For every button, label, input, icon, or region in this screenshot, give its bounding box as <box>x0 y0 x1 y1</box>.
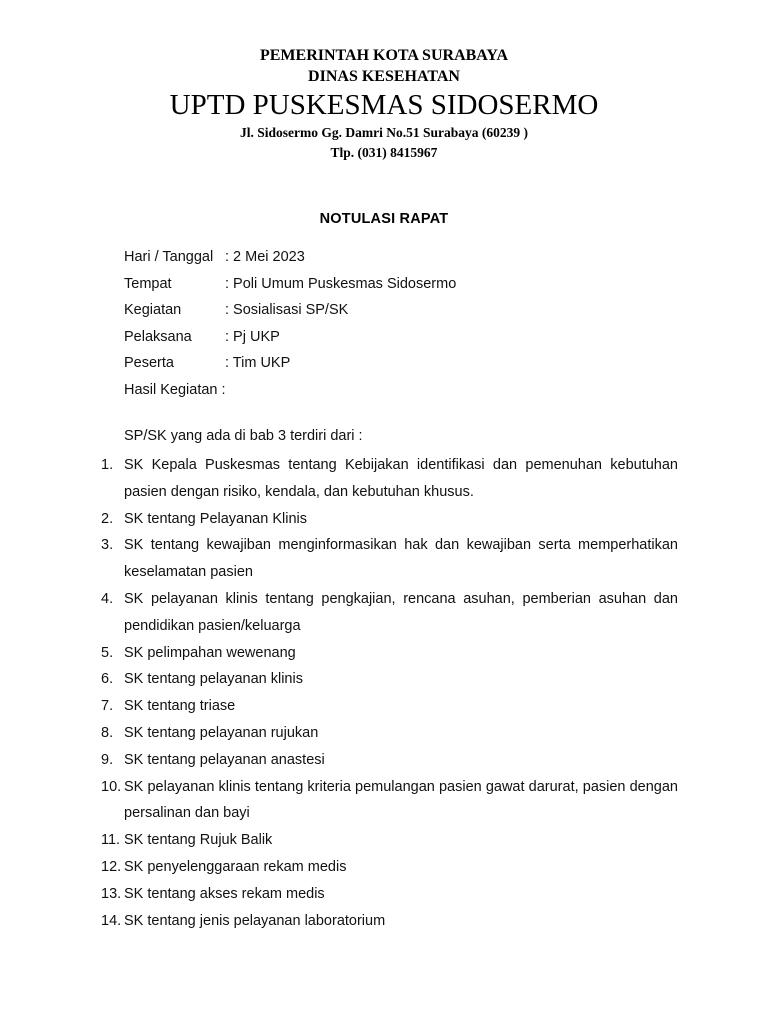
item-text: SK tentang pelayanan klinis <box>124 671 303 688</box>
letterhead-address: Jl. Sidosermo Gg. Damri No.51 Surabaya (60239 ) <box>240 125 528 140</box>
item-number: 8. <box>101 724 114 741</box>
meeting-info <box>124 247 456 406</box>
list-item <box>101 532 678 586</box>
info-row-place <box>124 274 456 301</box>
info-value: : Pj UKP <box>225 328 280 345</box>
letterhead-government: PEMERINTAH KOTA SURABAYA <box>259 47 509 64</box>
info-row-activity <box>124 300 456 327</box>
info-label: Hari / Tanggal <box>124 249 214 265</box>
item-number: 3. <box>101 537 114 554</box>
info-value: : Tim UKP <box>225 355 291 371</box>
info-label: Kegiatan <box>124 302 182 318</box>
list-item <box>101 693 678 720</box>
item-number: 7. <box>101 698 114 715</box>
item-number: 2. <box>101 510 114 527</box>
letterhead-institution-name: UPTD PUSKESMAS SIDOSERMO <box>169 89 599 121</box>
item-text: SK penyelenggaraan rekam medis <box>124 858 347 875</box>
item-number: 5. <box>101 644 114 661</box>
list-item <box>101 506 678 533</box>
item-text: SK tentang triase <box>124 698 236 715</box>
item-text: SK tentang Rujuk Balik <box>124 832 273 849</box>
info-label: Hasil Kegiatan : <box>124 381 226 398</box>
letterhead-department: DINAS KESEHATAN <box>308 68 460 85</box>
info-value: : Sosialisasi SP/SK <box>225 302 349 318</box>
info-row-results <box>124 380 456 407</box>
info-row-executor <box>124 327 456 354</box>
item-text: SK pelimpahan wewenang <box>124 644 296 661</box>
info-value: : 2 Mei 2023 <box>225 249 305 265</box>
item-number: 9. <box>101 751 114 768</box>
item-text: SK tentang kewajiban menginformasikan hak dan kewajiban serta memperhatikan keselamatan pasien <box>124 537 678 581</box>
item-text: SK pelayanan klinis tentang kriteria pemulangan pasien gawat darurat, pasien dengan persalinan dan bayi <box>124 778 678 822</box>
list-item <box>101 720 678 747</box>
item-number: 14. <box>101 912 122 929</box>
info-label: Tempat <box>124 275 172 292</box>
item-number: 10. <box>101 778 122 795</box>
info-row-participants <box>124 353 456 380</box>
list-item <box>101 827 678 854</box>
item-number: 11. <box>101 832 121 849</box>
list-item <box>101 881 678 908</box>
item-text: SK tentang Pelayanan Klinis <box>124 510 307 527</box>
info-label: Peserta <box>124 355 174 371</box>
list-item <box>101 854 678 881</box>
list-item <box>101 666 678 693</box>
list-item <box>101 586 678 640</box>
info-label: Pelaksana <box>124 328 192 345</box>
list-item <box>101 747 678 774</box>
item-text: SK pelayanan klinis tentang pengkajian, rencana asuhan, pemberian asuhan dan pendidikan pasien/keluarga <box>124 590 678 634</box>
list-item <box>101 452 678 506</box>
item-text: SK tentang pelayanan anastesi <box>124 751 325 768</box>
item-text: SK tentang pelayanan rujukan <box>124 724 319 741</box>
item-number: 4. <box>101 590 114 607</box>
item-number: 12. <box>101 858 122 875</box>
item-text: SK tentang jenis pelayanan laboratorium <box>124 912 386 929</box>
info-row-date <box>124 247 456 274</box>
info-value: : Poli Umum Puskesmas Sidosermo <box>225 275 457 292</box>
sk-list <box>101 452 678 934</box>
list-item <box>101 640 678 667</box>
list-intro: SP/SK yang ada di bab 3 terdiri dari : <box>124 428 363 444</box>
item-number: 1. <box>101 457 114 473</box>
item-number: 13. <box>101 885 122 902</box>
item-text: SK tentang akses rekam medis <box>124 885 325 902</box>
letterhead-phone: Tlp. (031) 8415967 <box>330 145 438 160</box>
document-title: NOTULASI RAPAT <box>319 211 449 227</box>
item-number: 6. <box>101 671 114 688</box>
list-item <box>101 908 678 935</box>
list-item <box>101 774 678 828</box>
item-text: SK Kepala Puskesmas tentang Kebijakan identifikasi dan pemenuhan kebutuhan pasien dengan risiko, kendala, dan kebutuhan khusus. <box>124 457 678 500</box>
